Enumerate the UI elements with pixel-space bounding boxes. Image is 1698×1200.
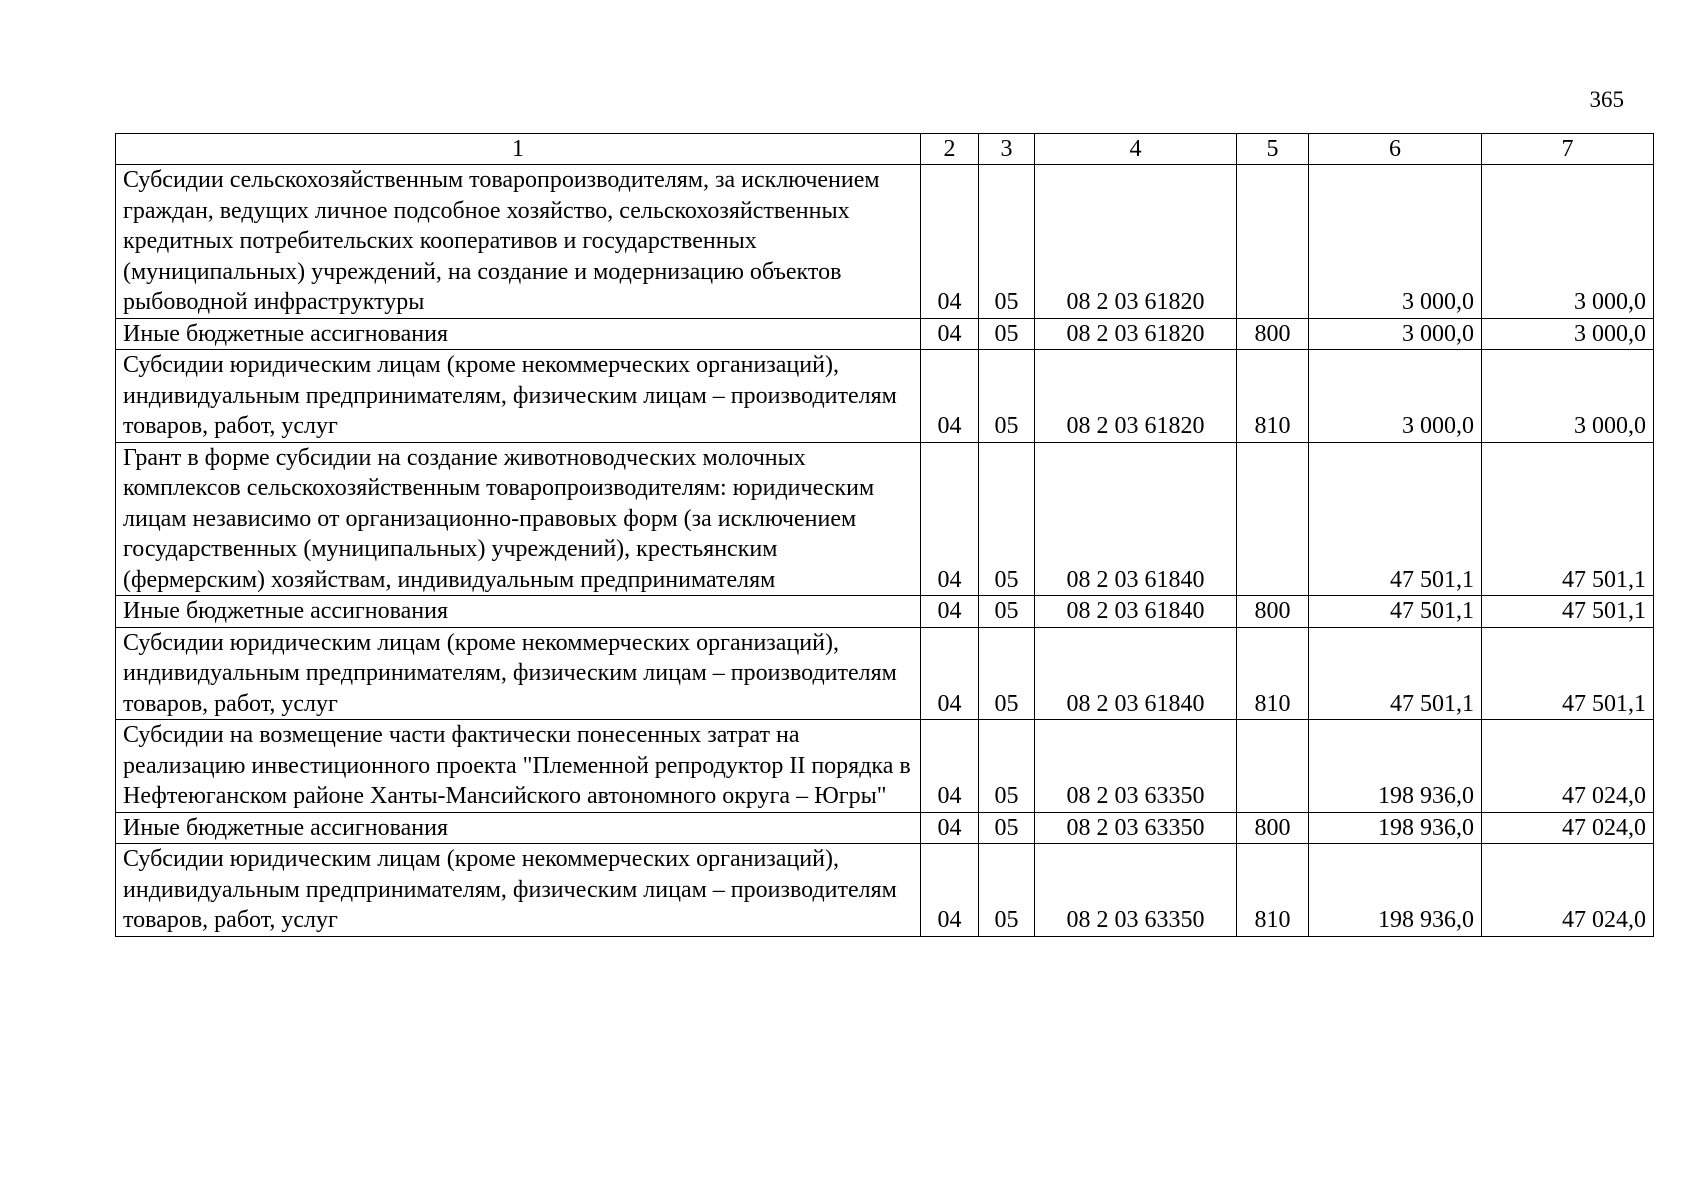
amount-col7: 47 501,1: [1482, 627, 1654, 720]
subsection-code: 05: [979, 318, 1035, 350]
table-row: [116, 350, 1654, 443]
section-code: 04: [921, 627, 979, 720]
section-code: 04: [921, 350, 979, 443]
table-row: [116, 165, 1654, 319]
subsection-code: 05: [979, 720, 1035, 813]
amount-col7: 47 501,1: [1482, 596, 1654, 628]
amount-col6: 47 501,1: [1309, 596, 1482, 628]
subsection-code: 05: [979, 596, 1035, 628]
table-row: [116, 812, 1654, 844]
item-name: Субсидии на возмещение части фактически понесенных затрат на реализацию инвестиционного проекта "Племенной репродуктор II порядка в Нефтеюганском районе Ханты-Мансийского автономного округа – Югры": [116, 720, 921, 813]
target-code: 08 2 03 61820: [1035, 350, 1237, 443]
target-code: 08 2 03 61840: [1035, 596, 1237, 628]
section-code: 04: [921, 165, 979, 319]
table-row: [116, 627, 1654, 720]
page-number: 365: [1589, 87, 1624, 112]
amount-col6: 47 501,1: [1309, 442, 1482, 596]
target-code: 08 2 03 63350: [1035, 812, 1237, 844]
amount-col6: 3 000,0: [1309, 318, 1482, 350]
amount-col7: 47 024,0: [1482, 844, 1654, 937]
item-name: Субсидии сельскохозяйственным товаропроизводителям, за исключением граждан, ведущих личное подсобное хозяйство, сельскохозяйственных кредитных потребительских кооперативов и государственных (муниципальных) учреждений, на создание и модернизацию объектов рыбоводной инфраструктуры: [116, 165, 921, 319]
section-code: 04: [921, 844, 979, 937]
item-name: Иные бюджетные ассигнования: [116, 596, 921, 628]
amount-col7: 3 000,0: [1482, 165, 1654, 319]
subsection-code: 05: [979, 844, 1035, 937]
amount-col7: 47 024,0: [1482, 812, 1654, 844]
header-cell: 5: [1237, 134, 1309, 165]
header-cell: 3: [979, 134, 1035, 165]
amount-col6: 47 501,1: [1309, 627, 1482, 720]
target-code: 08 2 03 63350: [1035, 844, 1237, 937]
section-code: 04: [921, 720, 979, 813]
amount-col6: 198 936,0: [1309, 844, 1482, 937]
table-row: [116, 318, 1654, 350]
amount-col7: 47 501,1: [1482, 442, 1654, 596]
subsection-code: 05: [979, 812, 1035, 844]
section-code: 04: [921, 318, 979, 350]
subsection-code: 05: [979, 627, 1035, 720]
table-row: [116, 596, 1654, 628]
header-cell: 2: [921, 134, 979, 165]
header-cell: 1: [116, 134, 921, 165]
amount-col6: 3 000,0: [1309, 350, 1482, 443]
subsection-code: 05: [979, 165, 1035, 319]
amount-col6: 198 936,0: [1309, 812, 1482, 844]
table-row: [116, 442, 1654, 596]
table-row: [116, 844, 1654, 937]
expense-type-code: 810: [1237, 350, 1309, 443]
header-cell: 7: [1482, 134, 1654, 165]
target-code: 08 2 03 61840: [1035, 442, 1237, 596]
item-name: Иные бюджетные ассигнования: [116, 318, 921, 350]
subsection-code: 05: [979, 442, 1035, 596]
amount-col7: 3 000,0: [1482, 350, 1654, 443]
expense-type-code: [1237, 165, 1309, 319]
amount-col7: 47 024,0: [1482, 720, 1654, 813]
item-name: Грант в форме субсидии на создание животноводческих молочных комплексов сельскохозяйственным товаропроизводителям: юридическим лицам независимо от организационно-правовых форм (за исключением государственных (муниципальных) учреждений), крестьянским (фермерским) хозяйствам, индивидуальным предпринимателям: [116, 442, 921, 596]
target-code: 08 2 03 63350: [1035, 720, 1237, 813]
amount-col6: 198 936,0: [1309, 720, 1482, 813]
section-code: 04: [921, 442, 979, 596]
target-code: 08 2 03 61840: [1035, 627, 1237, 720]
amount-col7: 3 000,0: [1482, 318, 1654, 350]
section-code: 04: [921, 596, 979, 628]
subsection-code: 05: [979, 350, 1035, 443]
budget-table: [115, 133, 1654, 937]
header-row: [116, 134, 1654, 165]
amount-col6: 3 000,0: [1309, 165, 1482, 319]
header-cell: 4: [1035, 134, 1237, 165]
target-code: 08 2 03 61820: [1035, 165, 1237, 319]
item-name: Субсидии юридическим лицам (кроме некоммерческих организаций), индивидуальным предпринимателям, физическим лицам – производителям товаров, работ, услуг: [116, 627, 921, 720]
expense-type-code: [1237, 720, 1309, 813]
expense-type-code: 800: [1237, 318, 1309, 350]
header-cell: 6: [1309, 134, 1482, 165]
item-name: Иные бюджетные ассигнования: [116, 812, 921, 844]
expense-type-code: 800: [1237, 596, 1309, 628]
section-code: 04: [921, 812, 979, 844]
expense-type-code: 810: [1237, 844, 1309, 937]
table-row: [116, 720, 1654, 813]
expense-type-code: 810: [1237, 627, 1309, 720]
target-code: 08 2 03 61820: [1035, 318, 1237, 350]
item-name: Субсидии юридическим лицам (кроме некоммерческих организаций), индивидуальным предпринимателям, физическим лицам – производителям товаров, работ, услуг: [116, 844, 921, 937]
expense-type-code: [1237, 442, 1309, 596]
expense-type-code: 800: [1237, 812, 1309, 844]
item-name: Субсидии юридическим лицам (кроме некоммерческих организаций), индивидуальным предпринимателям, физическим лицам – производителям товаров, работ, услуг: [116, 350, 921, 443]
